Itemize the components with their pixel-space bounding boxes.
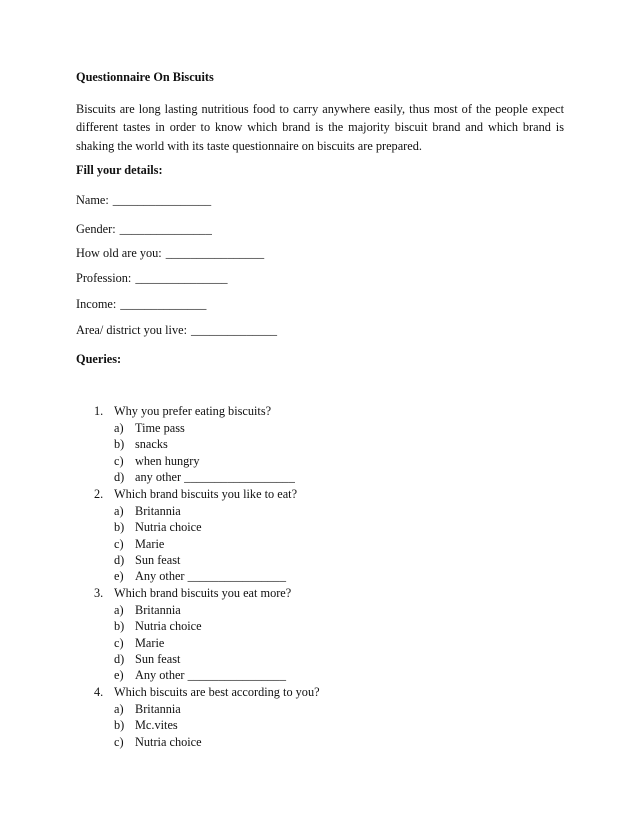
option-letter: d) [114,651,125,666]
option-text: any other __________________ [135,470,295,485]
field-blank: ______________ [120,297,207,311]
field-label: Income: [76,297,117,311]
question-3 [0,585,638,602]
option-1a [0,420,638,436]
field-label: Gender: [76,222,116,236]
option-letter: e) [114,569,124,584]
option-letter: d) [114,552,125,567]
option-text: Nutria choice [135,734,202,749]
question-number: 1. [94,404,104,418]
option-text: Marie [135,635,165,650]
question-text: Which biscuits are best according to you? [114,684,320,699]
option-text: Time pass [135,421,185,436]
option-text: Mc.vites [135,718,178,733]
option-letter: e) [114,668,124,683]
option-2b [0,519,638,535]
question-text: Which brand biscuits you eat more? [114,585,292,600]
field-profession [76,271,228,286]
field-name [76,193,211,208]
option-1d [0,469,638,485]
field-label: Name: [76,193,109,207]
option-text: Nutria choice [135,520,202,535]
intro-paragraph: Biscuits are long lasting nutritious food to carry anywhere easily, thus most of the people expect different tastes in order to know which brand is the majority biscuit brand and which brand is shaking the world with its taste questionnaire on biscuits are prepared. [76,102,564,153]
option-letter: b) [114,619,125,634]
option-letter: a) [114,602,124,617]
option-letter: d) [114,470,125,485]
option-letter: b) [114,718,125,733]
option-text: when hungry [135,453,200,468]
option-text: Any other ________________ [135,569,286,584]
option-3d [0,651,638,667]
option-3c [0,635,638,651]
question-text: Why you prefer eating biscuits? [114,404,272,418]
option-2c [0,536,638,552]
option-text: snacks [135,437,168,452]
option-4b [0,717,638,733]
option-text: Sun feast [135,651,181,666]
option-2e [0,568,638,584]
option-letter: c) [114,453,124,468]
option-3a [0,602,638,618]
option-letter: a) [114,701,124,716]
option-text: Britannia [135,602,181,617]
field-blank: ______________ [190,323,278,337]
field-label: How old are you: [76,246,162,260]
document-title: Questionnaire On Biscuits [76,70,214,84]
option-4c [0,734,638,750]
option-text: Nutria choice [135,619,202,634]
option-text: Britannia [135,701,181,716]
question-2 [0,486,638,503]
option-letter: c) [114,635,124,650]
field-blank: _______________ [119,222,212,236]
question-list [0,403,638,750]
field-income [76,297,206,312]
option-2a [0,503,638,519]
question-number: 3. [94,585,104,600]
option-3e [0,667,638,683]
field-blank: _______________ [135,271,228,285]
field-age [76,246,264,261]
question-number: 4. [94,684,104,699]
option-4a [0,701,638,717]
field-label: Area/ district you live: [76,323,187,337]
field-gender [76,222,212,237]
option-letter: a) [114,421,124,436]
option-letter: a) [114,503,124,518]
question-number: 2. [94,486,104,501]
option-1b [0,436,638,452]
field-area [76,323,277,338]
option-1c [0,453,638,469]
option-text: Any other ________________ [135,668,286,683]
option-3b [0,618,638,634]
field-label: Profession: [76,271,132,285]
option-text: Marie [135,536,165,551]
question-1 [0,403,638,420]
option-2d [0,552,638,568]
option-letter: c) [114,734,124,749]
field-blank: ________________ [165,246,265,260]
option-letter: b) [114,437,125,452]
queries-heading: Queries: [76,352,122,366]
details-heading: Fill your details: [76,163,163,177]
option-letter: c) [114,536,124,551]
field-blank: ________________ [112,193,212,207]
question-4 [0,684,638,701]
option-text: Sun feast [135,552,181,567]
question-text: Which brand biscuits you like to eat? [114,486,298,501]
option-text: Britannia [135,503,181,518]
option-letter: b) [114,520,125,535]
